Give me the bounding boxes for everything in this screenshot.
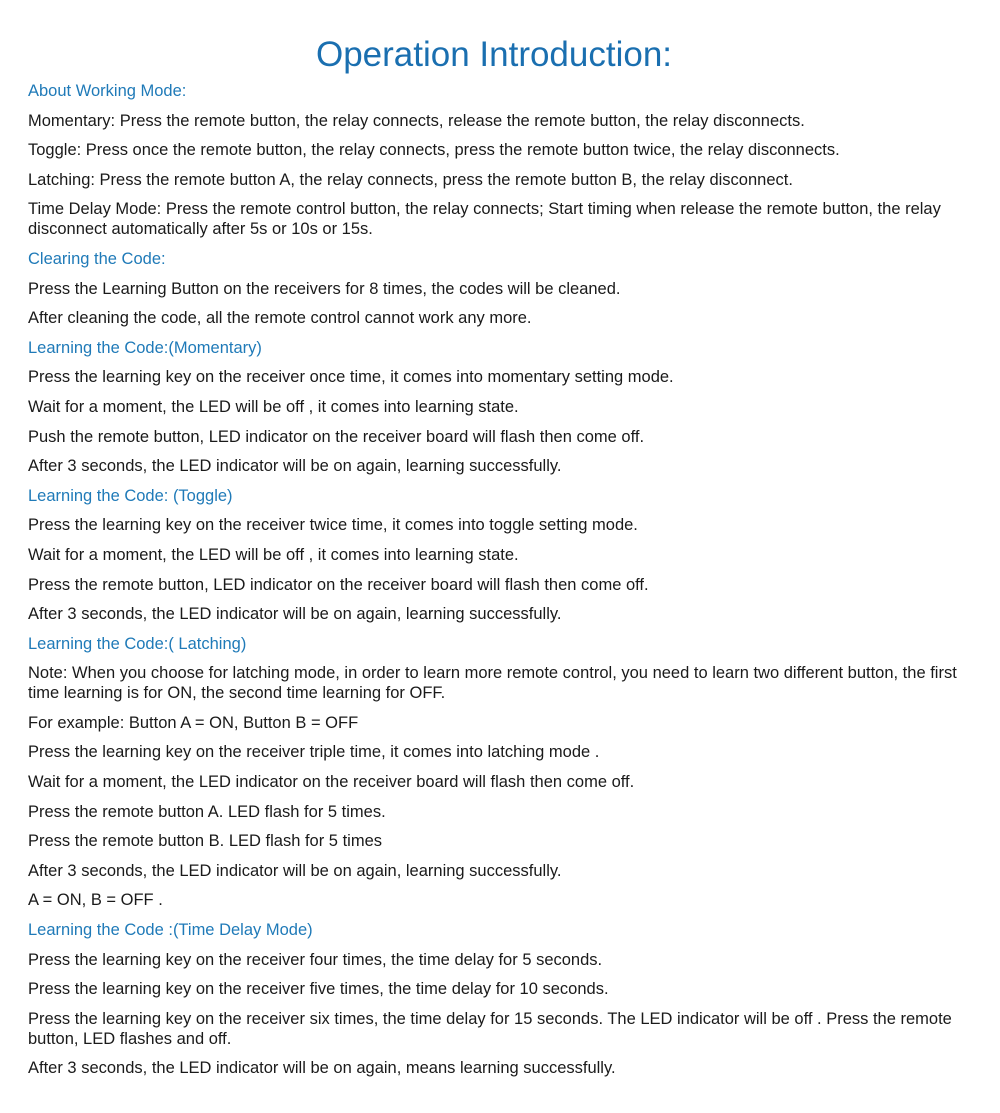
instruction-paragraph: After 3 seconds, the LED indicator will be on again, learning successfully. — [28, 457, 562, 476]
section-heading: Learning the Code:(Momentary) — [28, 338, 262, 357]
section-heading: Learning the Code:( Latching) — [28, 634, 247, 653]
instruction-paragraph: Wait for a moment, the LED indicator on the receiver board will flash then come off. — [28, 773, 635, 792]
section-heading: Learning the Code: (Toggle) — [28, 486, 233, 505]
document-content — [28, 81, 968, 1088]
page-title: Operation Introduction: — [315, 35, 673, 74]
instruction-paragraph: Time Delay Mode: Press the remote control button, the relay connects; Start timing when release the remote button, the relay disconnect automatically after 5s or 10s or 15s. — [28, 200, 941, 239]
section-heading: Learning the Code :(Time Delay Mode) — [28, 921, 313, 940]
instruction-paragraph: Momentary: Press the remote button, the relay connects, release the remote button, the relay disconnects. — [28, 111, 805, 130]
instruction-paragraph: Note: When you choose for latching mode, in order to learn more remote control, you need to learn two different button, the first time learning is for ON, the second time learning for OFF. — [28, 664, 957, 703]
instruction-paragraph: Press the learning key on the receiver four times, the time delay for 5 seconds. — [28, 950, 603, 969]
instruction-paragraph: Latching: Press the remote button A, the relay connects, press the remote button B, the relay disconnect. — [28, 170, 793, 189]
instruction-paragraph: Wait for a moment, the LED will be off , it comes into learning state. — [28, 397, 519, 416]
instruction-paragraph: Press the remote button A. LED flash for 5 times. — [28, 802, 386, 821]
instruction-paragraph: Press the remote button, LED indicator on the receiver board will flash then come off. — [28, 575, 649, 594]
instruction-paragraph: Toggle: Press once the remote button, the relay connects, press the remote button twice, the relay disconnects. — [28, 141, 840, 160]
instruction-paragraph: Press the Learning Button on the receivers for 8 times, the codes will be cleaned. — [28, 279, 621, 298]
instruction-paragraph: For example: Button A = ON, Button B = OFF — [28, 713, 359, 732]
instruction-paragraph: Push the remote button, LED indicator on the receiver board will flash then come off. — [28, 427, 645, 446]
instruction-paragraph: After 3 seconds, the LED indicator will be on again, means learning successfully. — [28, 1059, 616, 1078]
instruction-paragraph: A = ON, B = OFF . — [28, 891, 163, 910]
instruction-paragraph: Wait for a moment, the LED will be off , it comes into learning state. — [28, 545, 519, 564]
section-heading: Clearing the Code: — [28, 249, 166, 268]
instruction-paragraph: After cleaning the code, all the remote control cannot work any more. — [28, 309, 532, 328]
section-heading: About Working Mode: — [28, 82, 187, 100]
instruction-paragraph: Press the learning key on the receiver five times, the time delay for 10 seconds. — [28, 980, 609, 999]
instruction-paragraph: Press the learning key on the receiver once time, it comes into momentary setting mode. — [28, 368, 674, 387]
instruction-paragraph: After 3 seconds, the LED indicator will be on again, learning successfully. — [28, 605, 562, 624]
instruction-paragraph: Press the learning key on the receiver six times, the time delay for 15 seconds. The LED indicator will be off . Press the remote button, LED flashes and off. — [28, 1009, 952, 1048]
instruction-paragraph: Press the learning key on the receiver twice time, it comes into toggle setting mode. — [28, 516, 638, 535]
instruction-paragraph: Press the remote button B. LED flash for 5 times — [28, 832, 382, 851]
instruction-paragraph: Press the learning key on the receiver triple time, it comes into latching mode . — [28, 743, 600, 762]
instruction-paragraph: After 3 seconds, the LED indicator will be on again, learning successfully. — [28, 861, 562, 880]
